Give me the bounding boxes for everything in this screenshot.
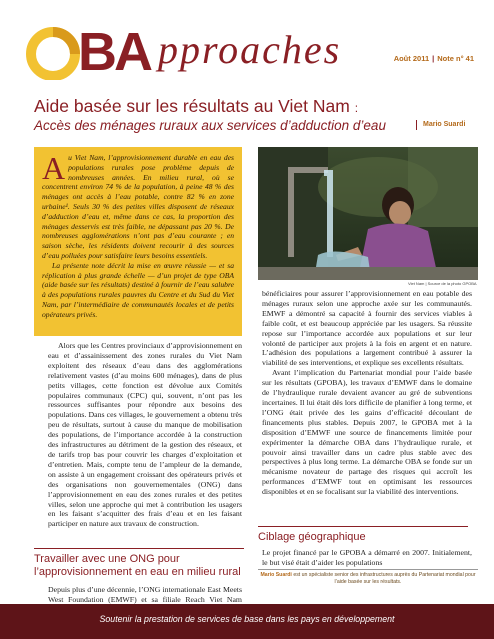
issue-separator: | (432, 54, 435, 63)
body-column-right (262, 289, 472, 497)
masthead (22, 18, 482, 90)
footer-band (0, 604, 494, 639)
body-paragraph: Alors que les Centres provinciaux d’approvisionnement en eau et d’assainissement des zones rurales du Viet Nam exploitent des réseaux d’eau dans des agglomérations relativement vastes (d’au moins 600 ménages), dans de plus petits villages, cette fonction est dévolue aux Comités populaires communaux (CPC) qui, souvent, n’ont pas les ressources suffisantes pour répondre aux besoins des populations. Dans ces villages, le gouvernement a obtenu très peu de résultats, surtout à cause du manque de mobilisation des populations, de l’importance accordée à la construction des infrastructures au détriment de la gestion des réseaux, et de tarifs trop bas pour couvrir les charges d’exploitation et d’entretien. Mais, compte tenu de l’ampleur de la demande, on assiste à un engagement croissant des opérateurs privés et des organisations non gouvernementales (ONG) dans l’approvisionnement en eau des zones rurales et des petites villes, selon une approche qui met à contribution les usagers en les faisant s’acquitter des frais d’eau et en les faisant participer en nature aux travaux de construction. (48, 341, 242, 529)
body-column-right-continued (262, 548, 472, 568)
intro-paragraph-2: La présente note décrit la mise en œuvre réussie — et sa réplication à plus grande échelle — d’un projet de type OBA (aide basée sur les résultats) destiné à fournir de l’eau salubre à des populations rurales pauvres du Centre et du Sud du Viet Nam, par l’intermédiaire de communautés locales et de petits opérateurs privés. (42, 260, 234, 319)
article-title-colon: : (354, 101, 359, 115)
intro-p1-text: u Viet Nam, l’approvisionnement durable en eau des populations rurales pose problème depuis de nombreuses années. En milieu rural, où se concentrent environ 74 % de la population, à peine 48 % des ménages ont accès à l’eau potable, contre 82 % en zone urbaine¹. Seuls 30 % des petites villes disposent de réseaux d’adduction d’eau et, même dans ce cas, la proportion des ménages desservis est très faible, ne dépassant pas 20 %. De nombreuses agglomérations n’ont pas d’eau courante ; en saison sèche, les résidents doivent recourir à des sources d’eau polluées pour satisfaire leurs besoins essentiels. (42, 153, 234, 260)
article-title (34, 96, 474, 118)
oba-logo-o-icon (26, 26, 80, 80)
issue-number: Note n° 41 (437, 54, 474, 63)
author-note-text: est un spécialiste senior des infrastructures auprès du Partenariat mondial pour l’aide basée sur les résultats. (293, 572, 476, 585)
article-title-text: Aide basée sur les résultats au Viet Nam (34, 96, 350, 116)
issue-date: Août 2011 (393, 54, 430, 63)
body-paragraph: Depuis plus d’une décennie, l’ONG internationale East Meets West Foundation (EMWF) et sa filiale Reach Viet Nam (48, 585, 242, 604)
footer-tagline: Soutenir la prestation de services de base dans les pays en développement (99, 614, 395, 624)
logo-letters-ba: BA (78, 22, 150, 82)
section-divider (34, 548, 244, 549)
intro-box (34, 147, 242, 336)
photo-credit: Viet Nam | Source de la photo GPOBA (408, 281, 477, 286)
author-note (258, 569, 478, 585)
intro-paragraph-1 (42, 150, 234, 261)
logo-approaches: pproaches (158, 27, 342, 72)
woman-at-water-tap-photo-icon (258, 147, 478, 280)
section-heading-targeting: Ciblage géographique (258, 526, 468, 544)
body-column-left (48, 341, 242, 529)
body-paragraph: Avant l’implication du Partenariat mondial pour l’aide basée sur les résultats (GPOBA), les travaux d’EMWF dans le domaine de l’hydraulique rurale devaient avancer au gré de subventions incertaines. Il lui était dès lors difficile de planifier à long terme, et l’ONG était privée des les gains d’efficacité découlant de financements plus stables. Depuis 2007, le GPOBA met à la disposition d’EMWF une source de financements limitée pour expérimenter la démarche OBA dans l’hydraulique rurale, et pouvoir ainsi travailler dans un cadre plus stable avec des perspectives à plus long terme. La démarche OBA se fonde sur un mécanisme novateur de partage des risques qui accroît les performances d’EMWF tout en optimisant les ressources disponibles et en se focalisant sur la viabilité des interventions. (262, 368, 472, 497)
author-note-name: Mario Suardi (260, 572, 292, 578)
issue-info (394, 54, 474, 63)
dropcap: A (42, 150, 66, 186)
article-subtitle: Accès des ménages ruraux aux services d’adduction d’eau (34, 118, 386, 133)
article-author: Mario Suardi (416, 120, 465, 130)
body-paragraph: bénéficiaires pour assurer l’approvisionnement en eau potable des ménages ruraux selon une approche axée sur les communautés. EMWF a démontré sa capacité à fournir des services viables à faible coût, et est beaucoup appréciée par les usagers. Sa réussite repose sur l’importance accordée aux populations et sur leur volonté de participer aux projets à la fois en argent et en nature. L’adhésion des populations a largement contribué à assurer la viabilité de ses interventions, et explique ses excellents résultats. (262, 289, 472, 368)
article-photo (258, 147, 478, 280)
section-heading-ngo: Travailler avec une ONG pour l’approvisionnement en eau en milieu rural (34, 553, 241, 578)
body-paragraph: Le projet financé par le GPOBA a démarré en 2007. Initialement, le but visé était d’aider les populations (262, 548, 472, 567)
